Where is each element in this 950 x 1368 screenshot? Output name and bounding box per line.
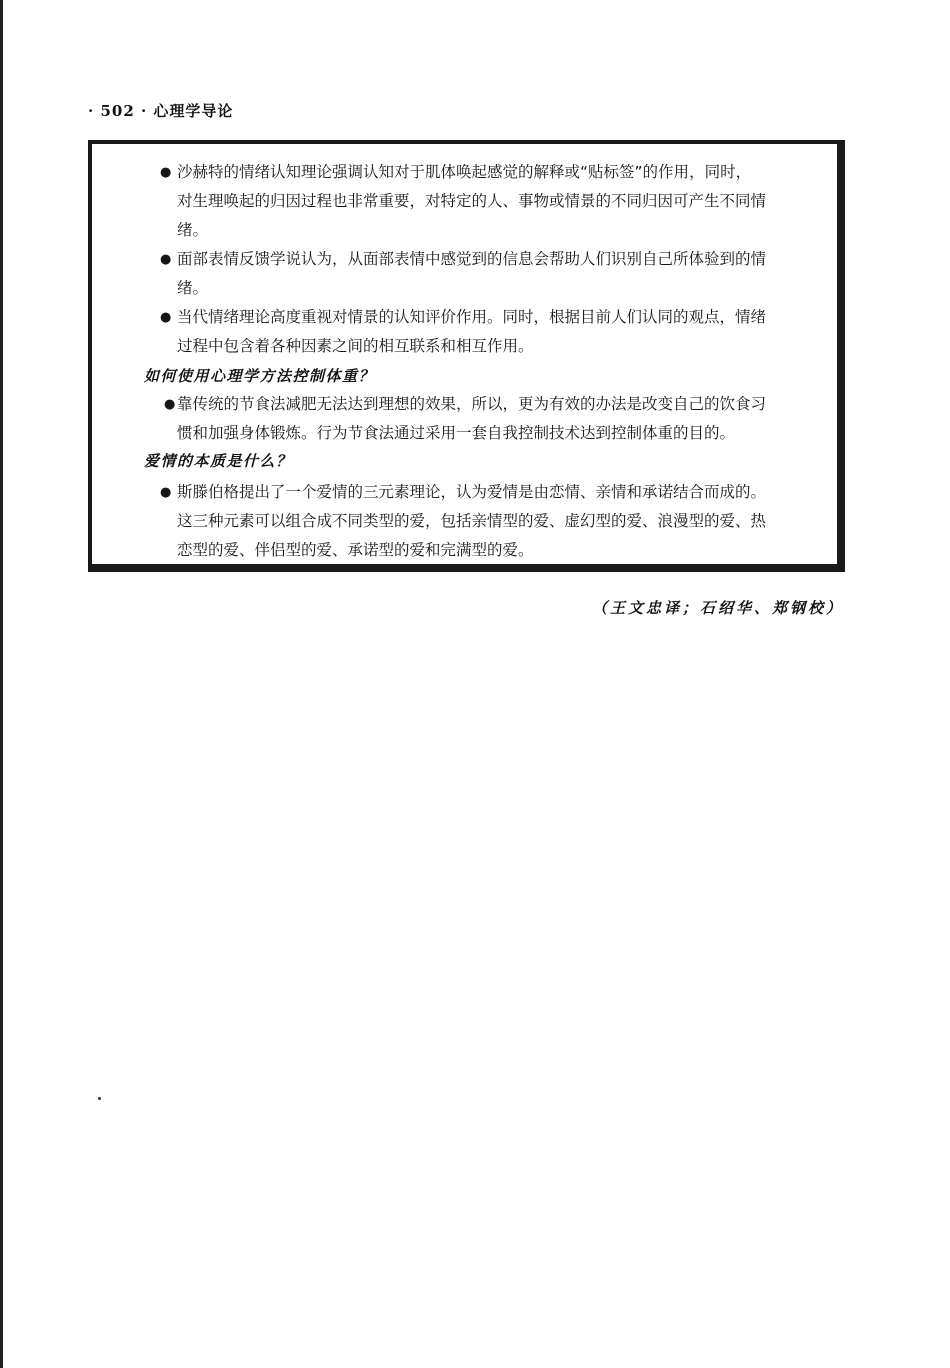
summary-bullet <box>160 245 857 303</box>
page-header: · 502 · 心理学导论 <box>88 102 234 120</box>
bullet-line: 斯滕伯格提出了一个爱情的三元素理论，认为爱情是由恋情、亲情和承诺结合而成的。 <box>177 483 767 501</box>
section-heading: 如何使用心理学方法控制体重？ <box>144 367 376 385</box>
bullet-line: 绪。 <box>177 279 209 297</box>
chapter-summary-box <box>88 140 845 572</box>
bullet-line: 当代情绪理论高度重视对情景的认知评价作用。同时，根据目前人们认同的观点，情绪 <box>177 308 767 326</box>
section-heading: 爱情的本质是什么？ <box>144 452 293 470</box>
bullet-icon: ● <box>160 252 172 267</box>
bullet-line: 对生理唤起的归因过程也非常重要，对特定的人、事物或情景的不同归因可产生不同情 <box>177 192 767 210</box>
bullet-icon: ● <box>164 397 176 412</box>
bullet-line: 绪。 <box>177 221 209 239</box>
bullet-icon: ● <box>160 165 172 180</box>
bullet-line: 靠传统的节食法减肥无法达到理想的效果，所以，更为有效的办法是改变自己的饮食习 <box>177 395 767 413</box>
bullet-line: 过程中包含着各种因素之间的相互联系和相互作用。 <box>177 337 534 355</box>
summary-bullet <box>160 158 857 245</box>
bullet-line: 面部表情反馈学说认为，从面部表情中感觉到的信息会帮助人们识别自己所体验到的情 <box>177 250 767 268</box>
bullet-icon: ● <box>160 485 172 500</box>
summary-bullet <box>160 303 857 361</box>
scan-speck <box>98 1097 101 1100</box>
page-edge <box>0 0 3 1368</box>
summary-bullet <box>160 478 857 565</box>
summary-bullet <box>164 390 857 448</box>
bullet-line: 惯和加强身体锻炼。行为节食法通过采用一套自我控制技术达到控制体重的目的。 <box>177 424 736 442</box>
bullet-icon: ● <box>160 310 172 325</box>
bullet-line: 恋型的爱、伴侣型的爱、承诺型的爱和完满型的爱。 <box>177 541 534 559</box>
bullet-line: 沙赫特的情绪认知理论强调认知对于肌体唤起感觉的解释或“贴标签”的作用，同时， <box>177 163 752 181</box>
bullet-line: 这三种元素可以组合成不同类型的爱，包括亲情型的爱、虚幻型的爱、浪漫型的爱、热 <box>177 512 767 530</box>
translator-credit: （王文忠译；石绍华、郑钢校） <box>592 599 845 617</box>
